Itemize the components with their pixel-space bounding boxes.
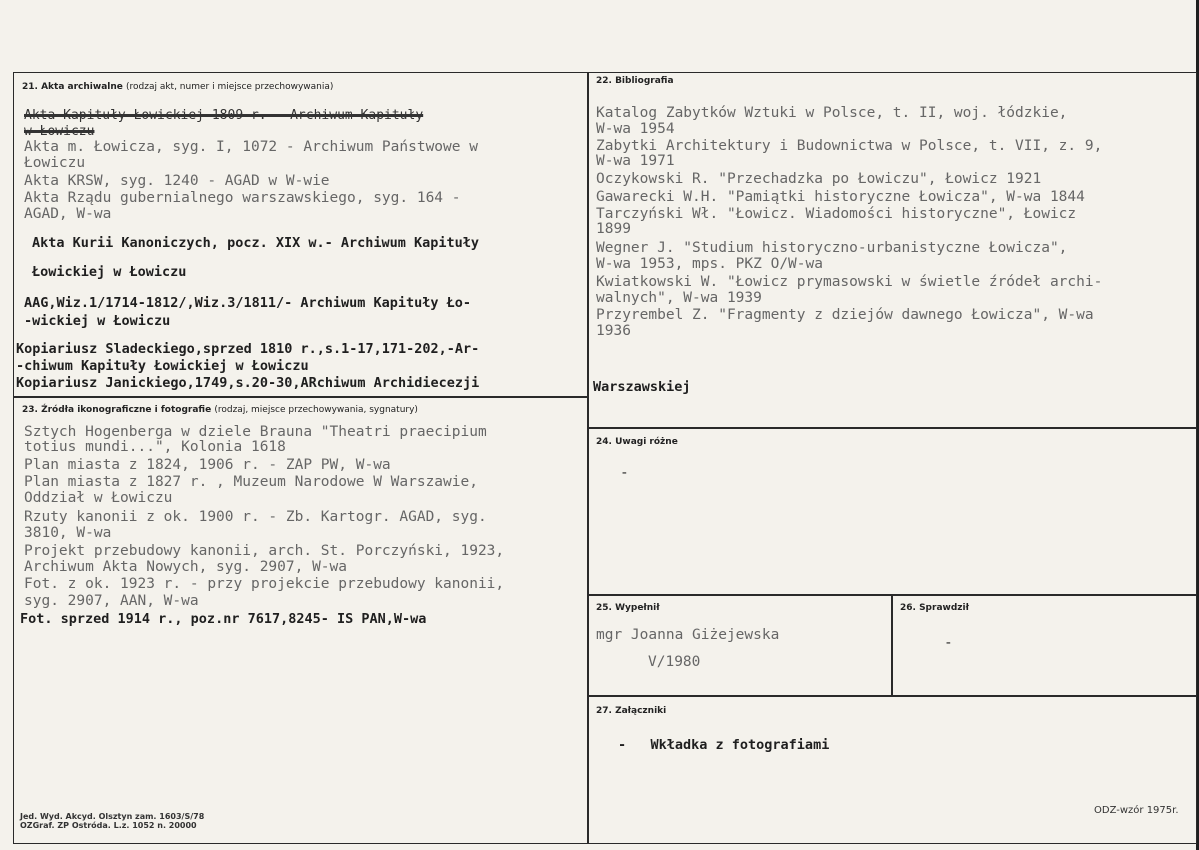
filled-by-date: V/1980 bbox=[648, 654, 701, 670]
icon-line-4: Oddział w Łowiczu bbox=[24, 490, 173, 506]
section-25-label: 25. Wypełnił bbox=[596, 603, 660, 613]
icon-line-8: Archiwum Akta Nowych, syg. 2907, W-wa bbox=[24, 559, 348, 575]
icon-line-10: syg. 2907, AAN, W-wa bbox=[24, 593, 199, 609]
bib-line-8: Wegner J. "Studium historyczno-urbanistyczne Łowicza", bbox=[596, 240, 1068, 256]
archive-line-6: AGAD, W-wa bbox=[24, 206, 112, 222]
archive-line-12: -chiwum Kapituły Łowickiej w Łowiczu bbox=[16, 358, 309, 374]
bib-line-7: 1899 bbox=[596, 221, 631, 237]
archive-line-14: Warszawskiej bbox=[593, 379, 691, 395]
icon-line-1: totius mundi...", Kolonia 1618 bbox=[24, 439, 286, 455]
archive-line-7: Akta Kurii Kanoniczych, pocz. XIX w.- Archiwum Kapituły bbox=[32, 235, 480, 251]
icon-line-7: Projekt przebudowy kanonii, arch. St. Porczyński, 1923, bbox=[24, 543, 505, 559]
archive-line-9: AAG,Wiz.1/1714-1812/,Wiz.3/1811/- Archiwum Kapituły Ło- bbox=[24, 295, 472, 311]
icon-line-6: 3810, W-wa bbox=[24, 525, 112, 541]
bib-line-11: walnych", W-wa 1939 bbox=[596, 290, 762, 306]
section-22-label: 22. Bibliografia bbox=[596, 76, 674, 86]
bib-line-6: Tarczyński Wł. "Łowicz. Wiadomości historyczne", Łowicz bbox=[596, 206, 1077, 222]
archive-line-11: Kopiariusz Sladeckiego,sprzed 1810 r.,s.1-17,171-202,-Ar- bbox=[16, 341, 480, 357]
attachments-value: - Wkładka z fotografiami bbox=[618, 737, 830, 753]
section-23-sublabel: (rodzaj, miejsce przechowywania, sygnatury) bbox=[214, 405, 418, 415]
bib-line-2: Zabytki Architektury i Budownictwa w Polsce, t. VII, z. 9, bbox=[596, 138, 1103, 154]
divider-left-mid bbox=[13, 396, 588, 398]
archive-line-8: Łowickiej w Łowiczu bbox=[32, 264, 187, 280]
filled-by-name: mgr Joanna Giżejewska bbox=[596, 627, 780, 643]
section-26-label: 26. Sprawdził bbox=[900, 603, 969, 613]
icon-line-11: Fot. sprzed 1914 r., poz.nr 7617,8245- IS PAN,W-wa bbox=[20, 611, 427, 627]
bib-line-0: Katalog Zabytków Wztuki w Polsce, t. II, woj. łódzkie, bbox=[596, 105, 1068, 121]
divider-right-1 bbox=[587, 427, 1197, 429]
printer-imprint-2: OZGraf. ZP Ostróda. L.z. 1052 n. 20000 bbox=[20, 821, 197, 830]
bib-line-12: Przyrembel Z. "Fragmenty z dziejów dawnego Łowicza", W-wa bbox=[596, 307, 1094, 323]
bib-line-3: W-wa 1971 bbox=[596, 153, 675, 169]
archive-line-4: Akta KRSW, syg. 1240 - AGAD w W-wie bbox=[24, 173, 330, 189]
section-24-label: 24. Uwagi różne bbox=[596, 437, 678, 447]
icon-line-9: Fot. z ok. 1923 r. - przy projekcie przebudowy kanonii, bbox=[24, 576, 505, 592]
icon-line-0: Sztych Hogenberga w dziele Brauna "Theatri praecipium bbox=[24, 424, 487, 440]
printer-imprint-1: Jed. Wyd. Akcyd. Olsztyn zam. 1603/S/78 bbox=[20, 812, 205, 821]
checked-by-value: - bbox=[944, 635, 953, 651]
archive-line-13: Kopiariusz Janickiego,1749,s.20-30,ARchiwum Archidiecezji bbox=[16, 375, 480, 391]
bib-line-10: Kwiatkowski W. "Łowicz prymasowski w świetle źródeł archi- bbox=[596, 274, 1103, 290]
archive-line-0: Akta Kapituły Łowickiej 1809 r. - Archiwum Kapituły bbox=[24, 108, 424, 123]
divider-center bbox=[587, 72, 589, 844]
section-23-label: 23. Źródła ikonograficzne i fotografie (rodzaj, miejsce przechowywania, sygnatury) bbox=[22, 405, 418, 415]
bib-line-13: 1936 bbox=[596, 323, 631, 339]
icon-line-2: Plan miasta z 1824, 1906 r. - ZAP PW, W-wa bbox=[24, 457, 391, 473]
archive-line-2: Akta m. Łowicza, syg. I, 1072 - Archiwum Państwowe w bbox=[24, 139, 478, 155]
icon-line-3: Plan miasta z 1827 r. , Muzeum Narodowe W Warszawie, bbox=[24, 474, 478, 490]
archive-line-10: -wickiej w Łowiczu bbox=[24, 313, 171, 329]
bib-line-5: Gawarecki W.H. "Pamiątki historyczne Łowicza", W-wa 1844 bbox=[596, 189, 1085, 205]
section-21-label: 21. Akta archiwalne (rodzaj akt, numer i miejsce przechowywania) bbox=[22, 82, 334, 92]
archive-line-3: Łowiczu bbox=[24, 155, 86, 171]
form-id: ODZ-wzór 1975r. bbox=[1094, 805, 1179, 816]
bib-line-1: W-wa 1954 bbox=[596, 121, 675, 137]
archive-line-5: Akta Rządu gubernialnego warszawskiego, syg. 164 - bbox=[24, 190, 461, 206]
archive-line-1: w Łowiczu bbox=[24, 124, 95, 139]
bib-line-4: Oczykowski R. "Przechadzka po Łowiczu", Łowicz 1921 bbox=[596, 171, 1042, 187]
section-21-sublabel: (rodzaj akt, numer i miejsce przechowywania) bbox=[126, 82, 334, 92]
section-27-label: 27. Załączniki bbox=[596, 706, 667, 716]
divider-right-3 bbox=[587, 695, 1197, 697]
remarks-value: - bbox=[620, 465, 629, 481]
bib-line-9: W-wa 1953, mps. PKZ O/W-wa bbox=[596, 256, 823, 272]
divider-25-26 bbox=[891, 594, 893, 695]
icon-line-5: Rzuty kanonii z ok. 1900 r. - Zb. Kartogr. AGAD, syg. bbox=[24, 509, 487, 525]
